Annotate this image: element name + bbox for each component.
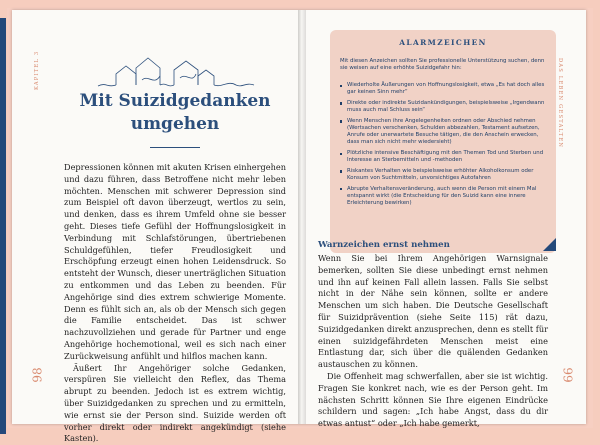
book-gutter — [298, 10, 306, 424]
list-item: Plötzliche intensive Beschäftigung mit den Themen Tod und Sterben und Interesse an Sterbemitteln und -methoden — [340, 150, 550, 165]
cover-edge-stripe — [0, 18, 6, 434]
left-body-text — [64, 162, 286, 445]
list-item: Riskantes Verhalten wie beispielsweise erhöhter Alkoholkonsum oder Konsum von Suchtmitteln, unvorsichtiges Autofahren — [340, 168, 550, 183]
list-item: Wiederholte Äußerungen von Hoffnungslosigkeit, etwa „Es hat doch alles gar keinen Sinn mehr“ — [340, 82, 550, 97]
alarm-signs-box — [330, 30, 556, 253]
paragraph: Depressionen können mit akuten Krisen einhergehen und dazu führen, dass Betroffene nicht mehr leben möchten. Menschen mit schwerer Depression sind zum Beispiel oft davon überzeugt, wertlos zu sein, und denken, dass es ihrem Umfeld ohne sie besser geht. Dieses tiefe Gefühl der Hoffnungslosigkeit in Verbindung mit Schlafstörungen, übertriebenen Schuldgefühlen, tiefer Freudlosigkeit und Erschöpfung erzeugt einen hohen Leidensdruck. So entsteht der Wunsch, dieser unerträglichen Situation zu entkommen und das Leben zu beenden. Für Angehörige sind dies extrem schwierige Momente. Denn es fühlt sich an, als ob der Mensch sich gegen die Familie entscheidet. Das ist schwer nachzuvollziehen und gerade für Partner und enge Angehörige hochemotional, weil es sich nach einer Zurückweisung anfühlt und hilflos machen kann. — [64, 162, 286, 361]
title-line-1: Mit Suizidgedanken — [79, 91, 271, 111]
section-title: Warnzeichen ernst nehmen — [318, 240, 450, 250]
right-body-text — [318, 253, 548, 430]
box-title: ALARMZEICHEN — [399, 38, 487, 47]
right-running-head: DAS LEBEN GESTALTEN — [557, 58, 563, 149]
page-title — [70, 90, 280, 136]
paragraph: Äußert Ihr Angehöriger solche Gedanken, verspüren Sie vielleicht den Reflex, das Thema abrupt zu beenden. Jedoch ist es extrem wichtig, über Suizidgedanken zu sprechen und zu ermitteln, wie ernst sie der Person sind. Suizide werden oft vorher direkt oder indirekt angekündigt (siehe Kasten). — [64, 362, 286, 444]
paragraph: Die Offenheit mag schwerfallen, aber sie ist wichtig. Fragen Sie konkret nach, wie es der Person geht. Im nächsten Schritt können Sie Ihre eigenen Eindrücke schildern und sagen: „Ich habe Angst, dass du dir etwas antust“ oder „Ich habe gemerkt, — [318, 370, 548, 429]
title-divider — [150, 147, 200, 148]
alarm-signs-list — [340, 82, 550, 211]
paragraph: Wenn Sie bei Ihrem Angehörigen Warnsignale bemerken, sollten Sie diese unbedingt ernst nehmen und ihn auf keinen Fall allein lassen. Falls Sie selbst nicht in der Nähe sein können, sollte er andere Menschen um sich haben. Die Deutsche Gesellschaft für Suizidprävention (siehe Seite 115) rät dazu, Suizidgedanken direkt anzusprechen, denn es stellt für einen suizidgefährdeten Menschen meist eine Entlastung dar, sich über die quälenden Gedanken austauschen zu können. — [318, 253, 549, 370]
box-intro: Mit diesen Anzeichen sollten Sie professionelle Unterstützung suchen, denn sie weisen auf eine erhöhte Suizidgefahr hin: — [340, 58, 545, 72]
list-item: Abrupte Verhaltensveränderung, auch wenn die Person mit einem Mal entspannt wirkt (die Entscheidung für den Suizid kann eine innere Erleichterung bewirken) — [340, 186, 550, 208]
title-line-2: umgehen — [130, 114, 220, 134]
left-page-number: 98 — [30, 367, 45, 383]
left-running-head: KAPITEL 3 — [34, 50, 40, 90]
box-corner-triangle — [543, 238, 556, 251]
houses-line-icon — [96, 52, 256, 92]
list-item: Wenn Menschen ihre Angelegenheiten ordnen oder Abschied nehmen (Wertsachen verschenken, Schulden abbezahlen, Testament aufsetzen, Anrufe oder unerwartete Besuche tätigen, die den Anschein erwecken, dass man sich nicht mehr wiedersieht) — [340, 118, 550, 147]
list-item: Direkte oder indirekte Suizidankündigungen, beispielsweise „Irgendwann muss auch mal Schluss sein“ — [340, 100, 550, 115]
right-page-number: 99 — [560, 367, 575, 383]
